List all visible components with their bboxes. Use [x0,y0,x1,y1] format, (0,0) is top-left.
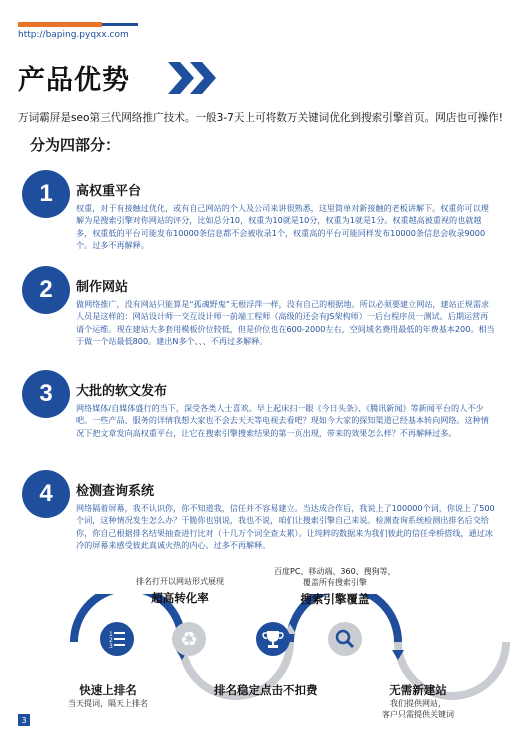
section-heading: 检测查询系统 [76,484,155,499]
feature-no-new-site: 无需新建站 我们提供网站， 客户只需提供关键词 [382,683,454,719]
section-4 [22,470,500,566]
header-accent-bar-blue [102,23,138,26]
feature-fast-ranking: 快速上排名 当天提词，隔天上排名 [68,683,148,708]
header-accent-bar [18,22,102,27]
section-heading: 大批的软文发布 [76,384,168,399]
website-url[interactable]: http://baping.pyqxx.com [18,30,129,40]
svg-text:1: 1 [109,631,113,638]
page-title: 产品优势 [18,65,130,96]
svg-text:2: 2 [109,637,113,644]
section-body: 做网络推广，没有网站只能算是“孤魂野鬼”无根浮萍一样，没有自己的根据地。所以必须要建立网站，建站正规需求人员是这样的：网站设计师一交互设计师一前端工程师（高级的还会有JS架构师）一后台程序员一测试。后期运营再请个运维。现在建站大多套用模板价位较低，但是价位也在600-2000左右，空间域名费用最低的年费基本200。相当于做一个站最低800。建出N多个、、、不再过多解释。 [76,299,495,346]
trophy-icon [256,622,290,656]
section-number-badge: 1 [22,170,70,218]
section-heading: 制作网站 [76,280,129,295]
section-body: 网络隔着屏幕，我不认识你，你不知道我，信任并不容易建立。当达成合作后，我说上了100000个词，你说上了500个词，这种情况发生怎么办？干脆你也别说，我也不说，咱们让搜索引擎自己来说。检测查询系统检测出排名后交给你，你自己根据排名结果抽查进行比对（十几万个词全查太累）。让纯粹的数据来为我们彼此的信任牵桥搭线，通过冰冷的屏幕来感受彼此真诚火热的内心。过多不再解释。 [76,503,495,550]
section-1 [22,170,500,262]
section-number-badge: 4 [22,470,70,518]
feature-conversion: 排名打开以网站形式展现 超高转化率 [136,577,224,605]
section-subtitle: 分为四部分： [30,136,121,154]
recycle-icon: ♻ [172,622,206,656]
intro-text: 万词霸屏是seo第三代网络推广技术。一般3-7天上可将数万关键词优化到搜索引擎首页。网店也可操作! [18,112,504,124]
feature-search-coverage: 百度PC、移动端、360、搜狗等， 覆盖所有搜索引擎 搜索引擎覆盖 [274,567,396,606]
list-icon [100,622,134,656]
section-body: 权重，对于有接触过优化，或有自己网站的个人及公司来讲很熟悉，这里简单对新接触的老板讲解下。权重你可以理解为是搜索引擎对你网站的评分，比如总分10，权重为10就是10分，权重为1就是1分。权重越高被重视的也就越多，权重低的平台可能发布10000条信息都不会被收录1个，权重高的平台可能同样发布10000条信息会收录9000个。过多不再解释。 [76,203,489,250]
section-heading: 高权重平台 [76,184,142,199]
section-number-badge: 2 [22,266,70,314]
section-3 [22,370,500,462]
section-body: 网络媒体/自媒体盛行的当下，深受各类人士喜欢。早上起床扫一眼《今日头条》、《腾讯新闻》等新闻平台的人不少吧。一些产品、服务的详情我想大家也不会去天天等电视去看吧？现如今大家的探知渠道已经基本转向网络。这种情况下把文章发向高权重平台，让它在搜索引擎搜索结果的第一页出现，带来的效果怎么样？不再解释过多。 [76,403,489,438]
svg-text:3: 3 [109,643,113,650]
page-number: 3 [18,714,30,726]
section-2 [22,266,500,366]
feature-stable-ranking: 排名稳定点击不扣费 [214,683,318,697]
search-icon [328,622,362,656]
section-number-badge: 3 [22,370,70,418]
double-chevron-icon [168,62,220,94]
